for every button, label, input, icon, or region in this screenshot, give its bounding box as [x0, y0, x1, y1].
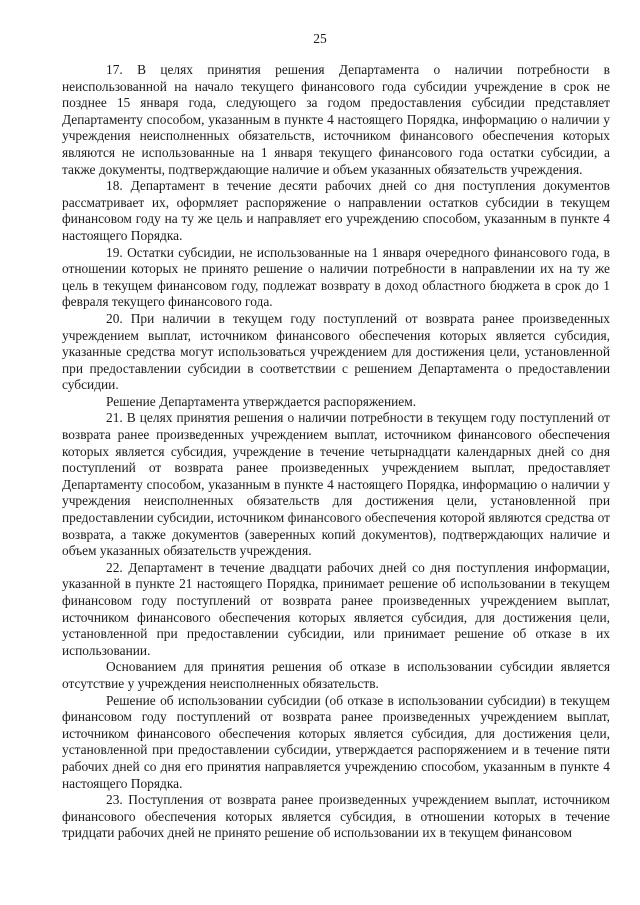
paragraph-20: 20. При наличии в текущем году поступлений от возврата ранее произведенных учреждением выплат, источником финансового обеспечения которых является субсидия, указанные средства могут использоваться учреждением для достижения цели, установленной при предоставлении субсидии в соответствии с решением Департамента о предоставлении субсидии.: [62, 310, 610, 393]
paragraph-17: 17. В целях принятия решения Департамента о наличии потребности в неиспользованной на начало текущего финансового года субсидии учреждение в срок не позднее 15 января года, следующего за годом предоставления субсидии представляет Департаменту способом, указанным в пункте 4 настоящего Порядка, информацию о наличии у учреждения неисполненных обязательств, источником финансового обеспечения которых являются не использованные на 1 января текущего финансового года остатки субсидии, а также документы, подтверждающие наличие и объем указанных обязательств учреждения.: [62, 62, 610, 177]
paragraph-18: 18. Департамент в течение десяти рабочих дней со дня поступления документов рассматривает их, оформляет распоряжение о направлении остатков субсидии в текущем финансовом году на ту же цель и направляет его учреждению способом, указанным в пункте 4 настоящего Порядка.: [62, 178, 610, 243]
paragraph-22-decision: Решение об использовании субсидии (об отказе в использовании субсидии) в текущем финансовом году поступлений от возврата ранее произведенных учреждением выплат, источником финансового обеспечения которых является субсидия, для достижения цели, установленной при предоставлении субсидии, утверждается распоряжением и в течение пяти рабочих дней со дня его принятия направляется учреждению способом, указанным в пункте 4 настоящего Порядка.: [62, 692, 610, 791]
paragraph-22-refusal-basis: Основанием для принятия решения об отказе в использовании субсидии является отсутствие у учреждения неисполненных обязательств.: [62, 659, 610, 691]
paragraph-20-decision: Решение Департамента утверждается распоряжением.: [106, 393, 417, 409]
document-body: [62, 62, 610, 842]
paragraph-19: 19. Остатки субсидии, не использованные на 1 января очередного финансового года, в отношении которых не принято решение о наличии потребности в направлении их на ту же цель в текущем финансовом году, подлежат возврату в доход областного бюджета в срок до 1 февраля текущего финансового года.: [62, 244, 610, 310]
paragraph-23: 23. Поступления от возврата ранее произведенных учреждением выплат, источником финансового обеспечения которых является субсидия, в отношении которых в течение тридцати рабочих дней не принято решение об использовании их в текущем финансовом: [62, 792, 610, 841]
paragraph-21: 21. В целях принятия решения о наличии потребности в текущем году поступлений от возврата ранее произведенных учреждением выплат, источником финансового обеспечения которых является субсидия, учреждение в течение четырнадцати календарных дней со дня поступлений от возврата ранее произведенных учреждением выплат, предоставляет Департаменту способом, указанным в пункте 4 настоящего Порядка, информацию о наличии у учреждения неисполненных обязательств для достижения цели, установленной при предоставлении субсидии, источником финансового обеспечения которой являются средства от возврата, а также документов (заверенных копий документов), подтверждающих наличие и объем указанных обязательств учреждения.: [62, 410, 610, 559]
paragraph-22: 22. Департамент в течение двадцати рабочих дней со дня поступления информации, указанной в пункте 21 настоящего Порядка, принимает решение об использовании в текущем финансовом году поступлений от возврата ранее произведенных учреждением выплат, источником финансового обеспечения которых является субсидия, для достижения цели, установленной при предоставлении субсидии, или принимает решение об отказе в их использовании.: [62, 559, 610, 658]
page-number: 25: [313, 31, 327, 46]
